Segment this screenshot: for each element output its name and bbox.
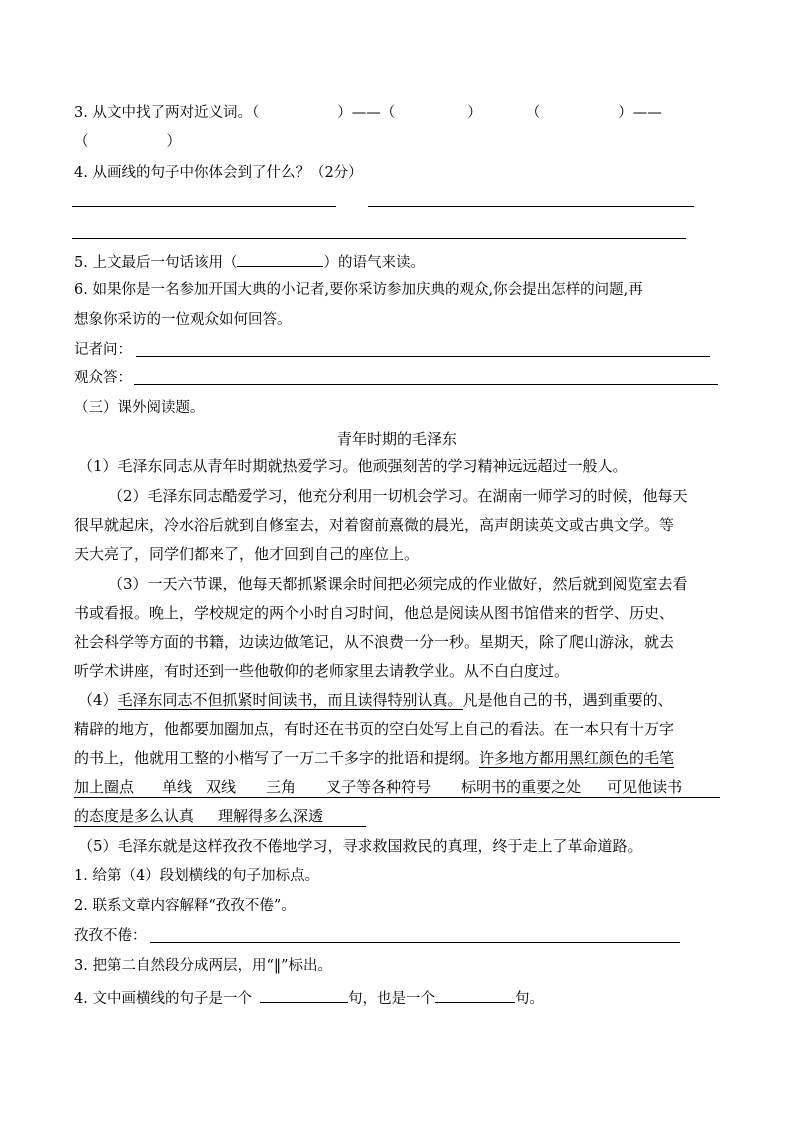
- paragraph-3-line2: 书或看报。晚上，学校规定的两个小时自习时间，他总是阅读从图书馆借来的哲学、历史、: [74, 604, 675, 622]
- question-6-line1: 6. 如果你是一名参加开国大典的小记者,要你采访参加庆典的观众,你会提出怎样的问题,再: [74, 282, 643, 298]
- question-4: 4. 从画线的句子中你体会到了什么？（2分）: [74, 165, 363, 181]
- paragraph-4-line3: [74, 748, 674, 768]
- reporter-label: 记者问：: [74, 342, 132, 358]
- question-6-line2: 想象你采访的一位观众如何回答。: [74, 312, 292, 328]
- reading-question-3: 3. 把第二自然段分成两层，用“‖”标出。: [74, 958, 333, 974]
- underlined-segment: 可见他读书: [607, 778, 683, 796]
- blank-tone[interactable]: [237, 250, 323, 267]
- underlined-segment: 单线: [162, 778, 193, 796]
- paragraph-3-line1: （3）一天六节课，他每天都抓紧课余时间把必须完成的作业做好，然后就到阅览室去看: [108, 575, 688, 593]
- answer-line-4a[interactable]: [72, 206, 336, 207]
- reading-question-4: [74, 986, 544, 1009]
- question-5-before: 5. 上文最后一句话该用（: [74, 255, 238, 271]
- paragraph-4-line1-rest: 凡是他自己的书，遇到重要的、: [462, 691, 673, 709]
- question-3-dash: ）——（: [337, 105, 396, 121]
- definition-answer-line[interactable]: [150, 942, 680, 943]
- answer-line-4c[interactable]: [72, 238, 686, 239]
- question-3-line2: [74, 132, 181, 152]
- audience-answer-line[interactable]: [134, 384, 718, 385]
- paragraph-2-line1: （2）毛泽东同志酷爱学习，他充分利用一切机会学习。在湖南一师学习的时候，他每天: [108, 487, 688, 505]
- reading-question-2: 2. 联系文章内容解释“孜孜不倦”。: [74, 898, 296, 914]
- paragraph-5: （5）毛泽东就是这样孜孜不倦地学习，寻求救国救民的真理，终于走上了革命道路。: [78, 837, 643, 855]
- paragraph-3-line4: 听学术讲座，有时还到一些他敬仰的老师家里去请教学业。从不白白度过。: [74, 662, 570, 680]
- section-heading: （三）课外阅读题。: [74, 400, 205, 416]
- underlined-segment: 理解得多么深透: [218, 807, 324, 825]
- question-5-after: ）的语气来读。: [323, 255, 425, 271]
- question-3-line2-close: ）: [166, 134, 181, 150]
- question-4-part-b: 句，也是一个: [347, 991, 435, 1007]
- audience-label: 观众答：: [74, 370, 132, 386]
- paragraph-4-line4: [74, 777, 720, 798]
- paragraph-3-line3: 社会科学等方面的书籍，边读边做笔记，从不浪费一分一秒。星期天，除了爬山游泳，就去: [74, 633, 675, 651]
- question-5: [74, 250, 425, 273]
- paragraph-1: （1）毛泽东同志从青年时期就热爱学习。他顽强刻苦的学习精神远远超过一般人。: [78, 457, 628, 475]
- underlined-segment: 叉子等各种符号: [326, 778, 432, 796]
- blank-sentence-type-1[interactable]: [260, 986, 348, 1003]
- question-3-line1: [74, 103, 662, 123]
- paragraph-2-line3: 天大亮了，同学们都来了，他才回到自己的座位上。: [74, 545, 420, 563]
- paragraph-4-line5: [74, 806, 366, 827]
- paragraph-2-line2: 很早就起床，冷水浴后就到自修室去，对着窗前熹微的晨光，高声朗读英文或古典文学。等: [74, 516, 675, 534]
- question-4-part-a: 4. 文中画横线的句子是一个: [74, 991, 252, 1007]
- underlined-segment: 的态度是多么认真: [74, 807, 195, 825]
- blank-sentence-type-2[interactable]: [435, 986, 515, 1003]
- underlined-sentence-2a: 许多地方都用黑红颜色的毛笔: [479, 749, 675, 767]
- paragraph-4-line2: 精辟的地方，他都要加圈加点，有时还在书页的空白处写上自己的看法。在一本只有十万字: [74, 720, 675, 738]
- underlined-sentence-1: 毛泽东同志不但抓紧时间读书，而且读得特别认真。: [117, 691, 463, 709]
- paragraph-4-line3-start: 的书上，他就用工整的小楷写了一万二千多字的批语和提纲。: [74, 749, 480, 767]
- reading-question-2-label: 孜孜不倦：: [74, 928, 147, 944]
- answer-line-4b[interactable]: [368, 206, 694, 207]
- underlined-segment: 标明书的重要之处: [461, 778, 582, 796]
- question-3-text: 3. 从文中找了两对近义词。（: [74, 105, 260, 121]
- reading-question-1: 1. 给第（4）段划横线的句子加标点。: [74, 868, 320, 884]
- question-3-line2-open: （: [74, 134, 89, 150]
- underlined-segment: 三角: [266, 778, 297, 796]
- paragraph-4-number: （4）: [78, 691, 118, 709]
- underlined-segment: 双线: [206, 778, 237, 796]
- question-4-part-c: 句。: [514, 991, 544, 1007]
- question-3-dash2: ）——: [618, 105, 662, 121]
- passage-title: 青年时期的毛泽东: [336, 430, 457, 448]
- question-3-close: ）: [467, 105, 482, 121]
- question-3-open2: （: [525, 105, 541, 121]
- underlined-segment: 加上圈点: [74, 778, 135, 796]
- paragraph-4-line1: [78, 690, 673, 710]
- reporter-answer-line[interactable]: [136, 356, 710, 357]
